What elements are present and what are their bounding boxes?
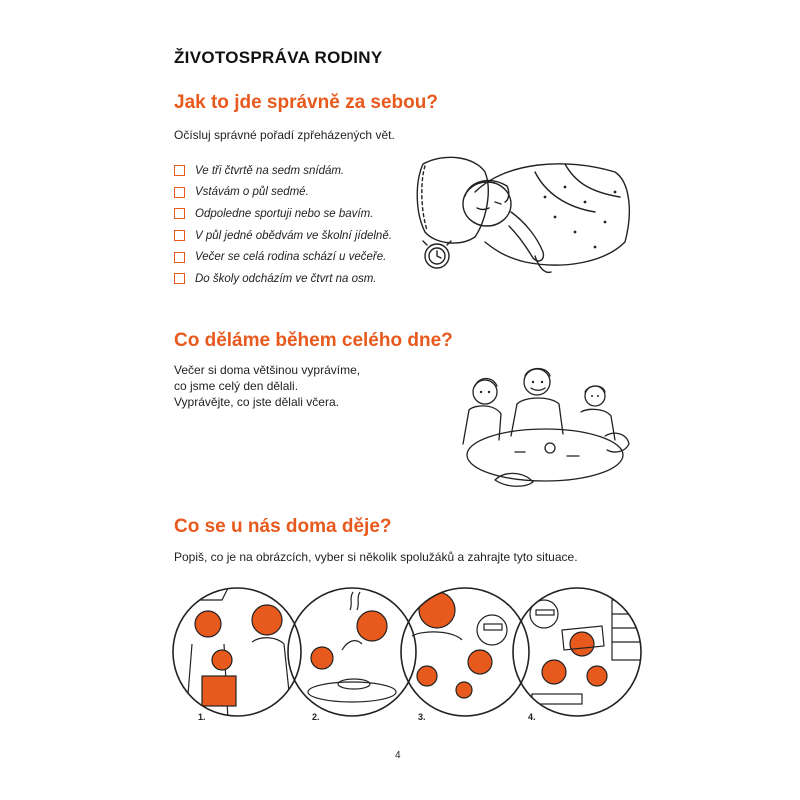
family-table-illustration bbox=[455, 360, 635, 500]
list-item bbox=[174, 182, 392, 204]
section-heading-day: Co děláme během celého dne? bbox=[174, 330, 453, 351]
day-paragraph bbox=[174, 362, 360, 410]
order-checkbox[interactable] bbox=[174, 252, 185, 263]
order-checkbox[interactable] bbox=[174, 187, 185, 198]
list-item-text: Večer se celá rodina schází u večeře. bbox=[195, 251, 387, 264]
page-number: 4 bbox=[395, 750, 401, 761]
paragraph-line: Večer si doma většinou vyprávíme, bbox=[174, 363, 361, 377]
situation-pictures bbox=[172, 580, 642, 725]
picture-4 bbox=[530, 600, 642, 704]
picture-number: 3. bbox=[418, 712, 426, 722]
list-item-text: Odpoledne sportuji nebo se bavím. bbox=[195, 207, 374, 220]
picture-number: 1. bbox=[198, 712, 206, 722]
checklist bbox=[174, 160, 392, 290]
list-item bbox=[174, 160, 392, 182]
picture-1 bbox=[172, 580, 292, 720]
page-title: ŽIVOTOSPRÁVA RODINY bbox=[174, 48, 383, 67]
instruction-home: Popiš, co je na obrázcích, vyber si několik spolužáků a zahrajte tyto situace. bbox=[174, 550, 578, 564]
picture-2 bbox=[308, 592, 396, 702]
order-checkbox[interactable] bbox=[174, 208, 185, 219]
paragraph-line: co jsme celý den dělali. bbox=[174, 379, 299, 393]
list-item bbox=[174, 203, 392, 225]
list-item bbox=[174, 225, 392, 247]
instruction-order: Očísluj správné pořadí zpřeházených vět. bbox=[174, 128, 395, 142]
picture-number: 4. bbox=[528, 712, 536, 722]
list-item bbox=[174, 246, 392, 268]
list-item-text: Vstávám o půl sedmé. bbox=[195, 186, 309, 199]
list-item-text: Ve tři čtvrtě na sedm snídám. bbox=[195, 164, 345, 177]
list-item-text: V půl jedné obědvám ve školní jídelně. bbox=[195, 229, 392, 242]
list-item-text: Do školy odcházím ve čtvrt na osm. bbox=[195, 272, 377, 285]
sleeping-boy-illustration bbox=[415, 152, 637, 282]
list-item bbox=[174, 268, 392, 290]
picture-number: 2. bbox=[312, 712, 320, 722]
picture-3 bbox=[412, 592, 507, 698]
order-checkbox[interactable] bbox=[174, 230, 185, 241]
section-heading-home: Co se u nás doma děje? bbox=[174, 516, 392, 537]
order-checkbox[interactable] bbox=[174, 273, 185, 284]
paragraph-line: Vyprávějte, co jste dělali včera. bbox=[174, 395, 339, 409]
order-checkbox[interactable] bbox=[174, 165, 185, 176]
section-heading-order: Jak to jde správně za sebou? bbox=[174, 92, 438, 113]
